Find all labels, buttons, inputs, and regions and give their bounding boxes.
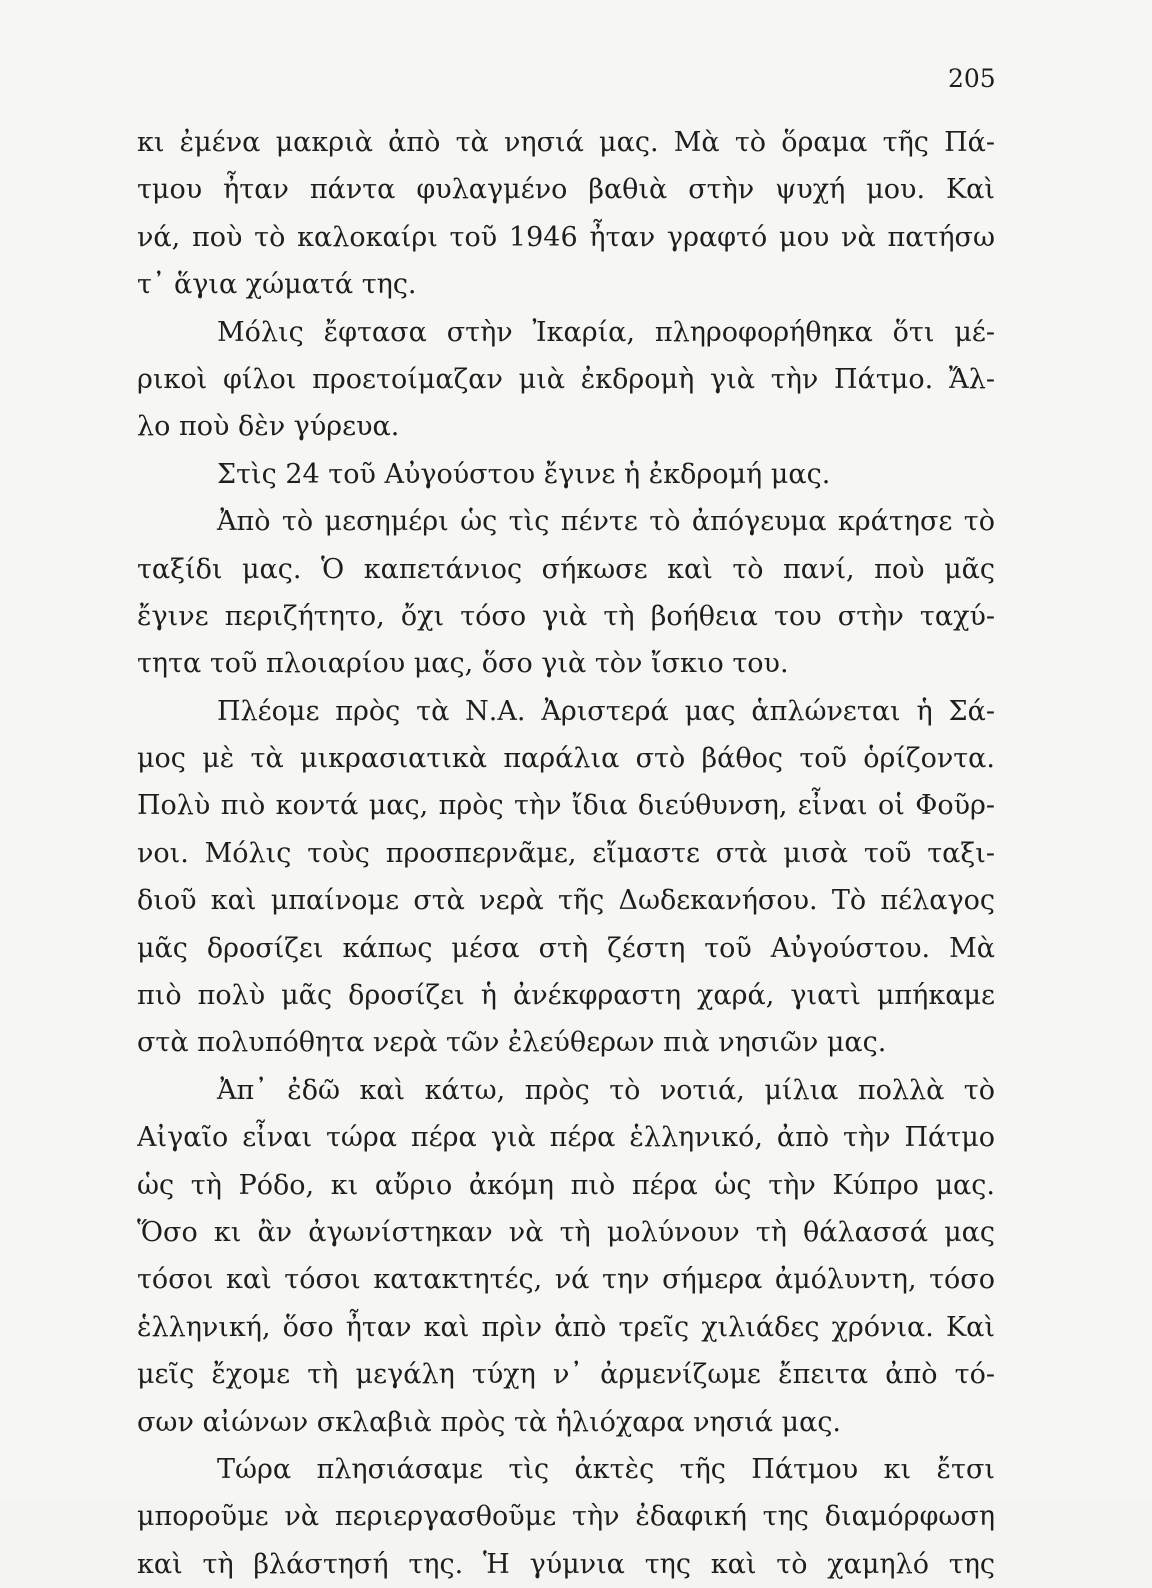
text-line: Ἀπὸ τὸ μεσημέρι ὡς τὶς πέντε τὸ ἀπόγευμα κράτησε τὸ [217,506,995,538]
text-line: νά, ποὺ τὸ καλοκαίρι τοῦ 1946 ἦταν γραφτό μου νὰ πατήσω [137,221,995,253]
text-line: μεῖς ἔχομε τὴ μεγάλη τύχη ν᾽ ἀρμενίζωμε ἔπειτα ἀπὸ τό- [137,1359,995,1391]
body-text [137,119,995,1588]
text-line: Ὅσο κι ἂν ἀγωνίστηκαν νὰ τὴ μολύνουν τὴ θάλασσά μας [137,1216,995,1248]
text-line: πιὸ πολὺ μᾶς δροσίζει ἡ ἀνέκφραστη χαρά, γιατὶ μπήκαμε [137,980,995,1012]
text-line: τμου ἦταν πάντα φυλαγμένο βαθιὰ στὴν ψυχή μου. Καὶ [137,174,995,206]
text-line: ὡς τὴ Ρόδο, κι αὔριο ἀκόμη πιὸ πέρα ὡς τὴν Κύπρο μας. [137,1169,995,1201]
text-line: λο ποὺ δὲν γύρευα. [137,411,400,443]
text-line: τ᾽ ἅγια χώματά της. [137,269,417,301]
text-line: ἔγινε περιζήτητο, ὄχι τόσο γιὰ τὴ βοήθεια του στὴν ταχύ- [137,600,995,632]
text-line: στὰ πολυπόθητα νερὰ τῶν ἐλεύθερων πιὰ νησιῶν μας. [137,1027,887,1059]
text-line: σων αἰώνων σκλαβιὰ πρὸς τὰ ἡλιόχαρα νησιά μας. [137,1406,842,1438]
text-line: Αἰγαῖο εἶναι τώρα πέρα γιὰ πέρα ἑλληνικό, ἀπὸ τὴν Πάτμο [137,1122,995,1154]
text-line: καὶ τὴ βλάστησή της. Ἡ γύμνια της καὶ τὸ χαμηλό της [137,1548,995,1580]
text-line: μᾶς δροσίζει κάπως μέσα στὴ ζέστη τοῦ Αὐγούστου. Μὰ [137,932,995,964]
text-line: Ἀπ᾽ ἐδῶ καὶ κάτω, πρὸς τὸ νοτιά, μίλια πολλὰ τὸ [217,1074,995,1106]
text-line: ἑλληνική, ὅσο ἦταν καὶ πρὶν ἀπὸ τρεῖς χιλιάδες χρόνια. Καὶ [137,1311,995,1343]
text-line: Πολὺ πιὸ κοντά μας, πρὸς τὴν ἴδια διεύθυνση, εἶναι οἱ Φοῦρ- [137,790,995,822]
text-line: Τώρα πλησιάσαμε τὶς ἀκτὲς τῆς Πάτμου κι ἔτσι [217,1453,995,1485]
text-line: μποροῦμε νὰ περιεργασθοῦμε τὴν ἐδαφική της διαμόρφωση [137,1501,995,1533]
text-line: διοῦ καὶ μπαίνομε στὰ νερὰ τῆς Δωδεκανήσου. Τὸ πέλαγος [137,885,995,917]
text-line: τόσοι καὶ τόσοι κατακτητές, νά την σήμερα ἀμόλυντη, τόσο [137,1264,995,1296]
text-line: ταξίδι μας. Ὁ καπετάνιος σήκωσε καὶ τὸ πανί, ποὺ μᾶς [137,553,995,585]
page-number: 205 [948,64,996,93]
text-line: Μόλις ἔφτασα στὴν Ἰκαρία, πληροφορήθηκα ὅτι μέ- [217,316,995,348]
text-line: μος μὲ τὰ μικρασιατικὰ παράλια στὸ βάθος τοῦ ὁρίζοντα. [137,743,995,775]
text-line: νοι. Μόλις τοὺς προσπερνᾶμε, εἴμαστε στὰ μισὰ τοῦ ταξι- [137,837,995,869]
text-line: Στὶς 24 τοῦ Αὐγούστου ἔγινε ἡ ἐκδρομή μας. [217,458,831,490]
text-line: τητα τοῦ πλοιαρίου μας, ὅσο γιὰ τὸν ἴσκιο του. [137,648,789,680]
text-line: Πλέομε πρὸς τὰ Ν.Α. Ἀριστερά μας ἁπλώνεται ἡ Σά- [217,695,995,727]
text-line: κι ἐμένα μακριὰ ἀπὸ τὰ νησιά μας. Μὰ τὸ ὅραμα τῆς Πά- [137,127,995,158]
text-line: ρικοὶ φίλοι προετοίμαζαν μιὰ ἐκδρομὴ γιὰ τὴν Πάτμο. Ἄλ- [137,363,995,395]
